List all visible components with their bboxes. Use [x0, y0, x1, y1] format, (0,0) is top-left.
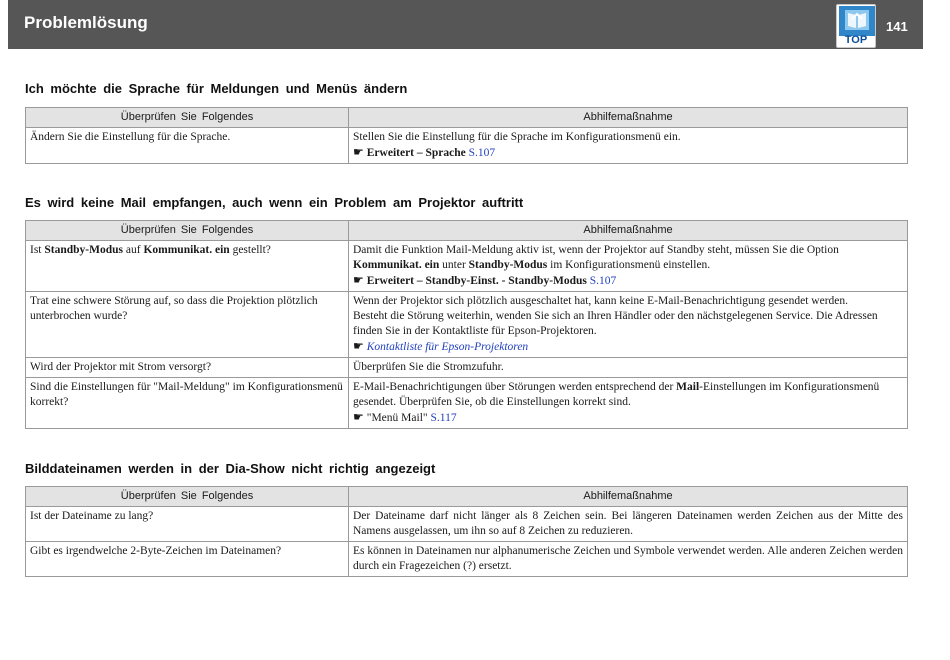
pointing-hand-icon: ☛: [353, 273, 364, 287]
column-header-check: Überprüfen Sie Folgendes: [26, 221, 349, 241]
table-row: [26, 292, 908, 358]
top-label: TOP: [844, 34, 868, 46]
column-header-remedy: Abhilfemaßnahme: [349, 108, 908, 128]
column-header-check: Überprüfen Sie Folgendes: [26, 487, 349, 507]
menu-path: Erweitert – Standby-Einst. - Standby-Modus: [366, 275, 587, 287]
page-number: 141: [886, 19, 908, 34]
contact-list-link[interactable]: Kontaktliste für Epson-Projektoren: [366, 341, 529, 353]
remedy-cell: Überprüfen Sie die Stromzufuhr.: [349, 358, 908, 378]
remedy-cell: E-Mail-Benachrichtigungen über Störungen werden entsprechend der Mail-Einstellungen im Konfigurationsmenü gesendet. Überprüfen Sie, ob die Einstellungen korrekt sind. ☛ "Menü Mail" S.117: [349, 378, 908, 429]
section-title-filenames: Bilddateinamen werden in der Dia-Show nicht richtig angezeigt: [25, 461, 436, 476]
page-title: Problemlösung: [24, 13, 148, 32]
remedy-cell: Wenn der Projektor sich plötzlich ausgeschaltet hat, kann keine E-Mail-Benachrichtigung gesendet werden. Besteht die Störung weiterhin, wenden Sie sich an Ihren Händler oder den nächstgelegenen Service. Die Adressen finden Sie in der Kontaktliste für Epson-Projektoren. ☛ Kontaktliste für Epson-Projektoren: [349, 292, 908, 358]
table-row: [26, 128, 908, 164]
pointing-hand-icon: ☛: [353, 145, 364, 159]
top-button[interactable]: [836, 4, 876, 48]
table-row: [26, 358, 908, 378]
section-title-mail: Es wird keine Mail empfangen, auch wenn ein Problem am Projektor auftritt: [25, 195, 524, 210]
section-title-language: Ich möchte die Sprache für Meldungen und Menüs ändern: [25, 81, 408, 96]
table-filenames: [25, 486, 908, 577]
remedy-cell: Stellen Sie die Einstellung für die Sprache im Konfigurationsmenü ein. ☛ Erweitert – Sprache S.107: [349, 128, 908, 164]
column-header-remedy: Abhilfemaßnahme: [349, 487, 908, 507]
table-mail: [25, 220, 908, 429]
check-cell: Ist der Dateiname zu lang?: [26, 507, 349, 542]
column-header-check: Überprüfen Sie Folgendes: [26, 108, 349, 128]
check-cell: Wird der Projektor mit Strom versorgt?: [26, 358, 349, 378]
pointing-hand-icon: ☛: [353, 339, 364, 353]
page-link[interactable]: S.107: [589, 275, 617, 287]
table-language: [25, 107, 908, 164]
check-cell: Gibt es irgendwelche 2-Byte-Zeichen im Dateinamen?: [26, 542, 349, 577]
table-row: [26, 542, 908, 577]
book-icon: [839, 6, 875, 36]
check-cell: Ändern Sie die Einstellung für die Sprache.: [26, 128, 349, 164]
table-row: [26, 507, 908, 542]
page-link[interactable]: S.107: [468, 147, 496, 159]
menu-path: Erweitert – Sprache: [366, 147, 466, 159]
remedy-cell: Der Dateiname darf nicht länger als 8 Zeichen sein. Bei längeren Dateinamen werden Zeichen aus der Mitte des Namens ausgelassen, um ihn so auf 8 Zeichen zu reduzieren.: [349, 507, 908, 542]
remedy-cell: Es können in Dateinamen nur alphanumerische Zeichen und Symbole verwendet werden. Alle anderen Zeichen werden durch ein Fragezeichen (?) ersetzt.: [349, 542, 908, 577]
column-header-remedy: Abhilfemaßnahme: [349, 221, 908, 241]
check-cell: Trat eine schwere Störung auf, so dass die Projektion plötzlich unterbrochen wurde?: [26, 292, 349, 358]
table-row: [26, 378, 908, 429]
pointing-hand-icon: ☛: [353, 410, 364, 424]
page-header: [8, 0, 923, 49]
check-cell: Ist Standby-Modus auf Kommunikat. ein gestellt?: [26, 241, 349, 292]
table-row: [26, 241, 908, 292]
page-link[interactable]: S.117: [430, 412, 457, 424]
remedy-cell: Damit die Funktion Mail-Meldung aktiv ist, wenn der Projektor auf Standby steht, müssen Sie die Option Kommunikat. ein unter Standby-Modus im Konfigurationsmenü einstellen. ☛ Erweitert – Standby-Einst. - Standby-Modus S.107: [349, 241, 908, 292]
menu-path: "Menü Mail": [366, 412, 428, 424]
check-cell: Sind die Einstellungen für "Mail-Meldung" im Konfigurationsmenü korrekt?: [26, 378, 349, 429]
